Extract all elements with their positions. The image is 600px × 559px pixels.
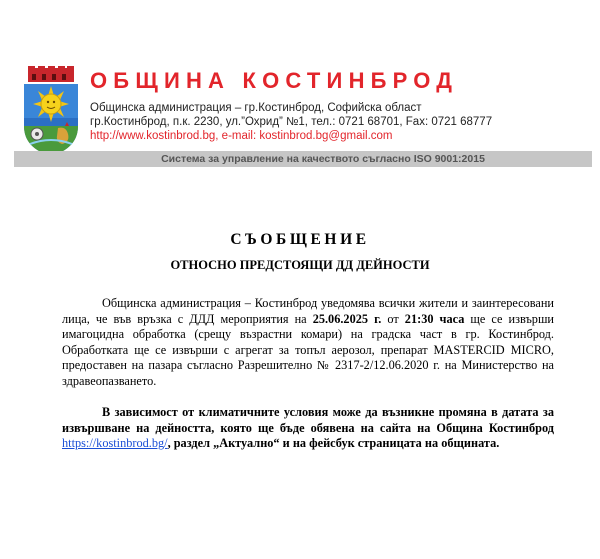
notice-paragraph-2 [62,405,554,452]
municipality-crest-icon [22,66,80,158]
p1-text-b: от [381,311,405,326]
iso-quality-text: Система за управление на качеството съгласно ISO 9001:2015 [161,153,485,165]
iso-quality-bar [14,151,592,167]
notice-paragraph-1 [62,296,554,389]
administration-line: Общинска администрация – гр.Костинброд, Софийска област [90,102,422,114]
p2-text-a: В зависимост от климатичните условия може да възникне промяна в датата за извършване на дейността, която ще бъде обявена на сайта на Община Костинброд [62,405,554,435]
website-link[interactable]: https://kostinbrod.bg/ [62,436,168,450]
municipality-name: ОБЩИНА КОСТИНБРОД [90,68,459,93]
address-contact-line: гр.Костинброд, п.к. 2230, ул.”Охрид” №1, тел.: 0721 68701, Fax: 0721 68777 [90,116,493,128]
p2-text-b: , раздел „Актуално“ и на фейсбук страницата на общината. [167,436,500,450]
p1-date: 25.06.2025 г. [312,311,382,326]
p1-text-a: Общинска администрация – Костинброд уведомява всички жители и заинтересовани лица, че във връзка с ДДД мероприятия на [62,296,554,326]
p1-text-c: ще се извърши имагоцидна обработка (срещу възрастни комари) на градска част в гр. Костинброд. Обработката ще се извърши с агрегат за топъл аерозол, препарат MASTERCID MICRO, предоставен на пазара съгласно Разрешително № 2317-2/12.06.2020 г. на Министерство на здравеопазването. [62,311,554,388]
p1-time: 21:30 часа [404,311,465,326]
web-email-line[interactable]: http://www.kostinbrod.bg, e-mail: kostinbrod.bg@gmail.com [90,130,393,142]
notice-subtitle: ОТНОСНО ПРЕДСТОЯЩИ ДД ДЕЙНОСТИ [170,258,430,272]
notice-title: СЪОБЩЕНИЕ [230,231,370,248]
